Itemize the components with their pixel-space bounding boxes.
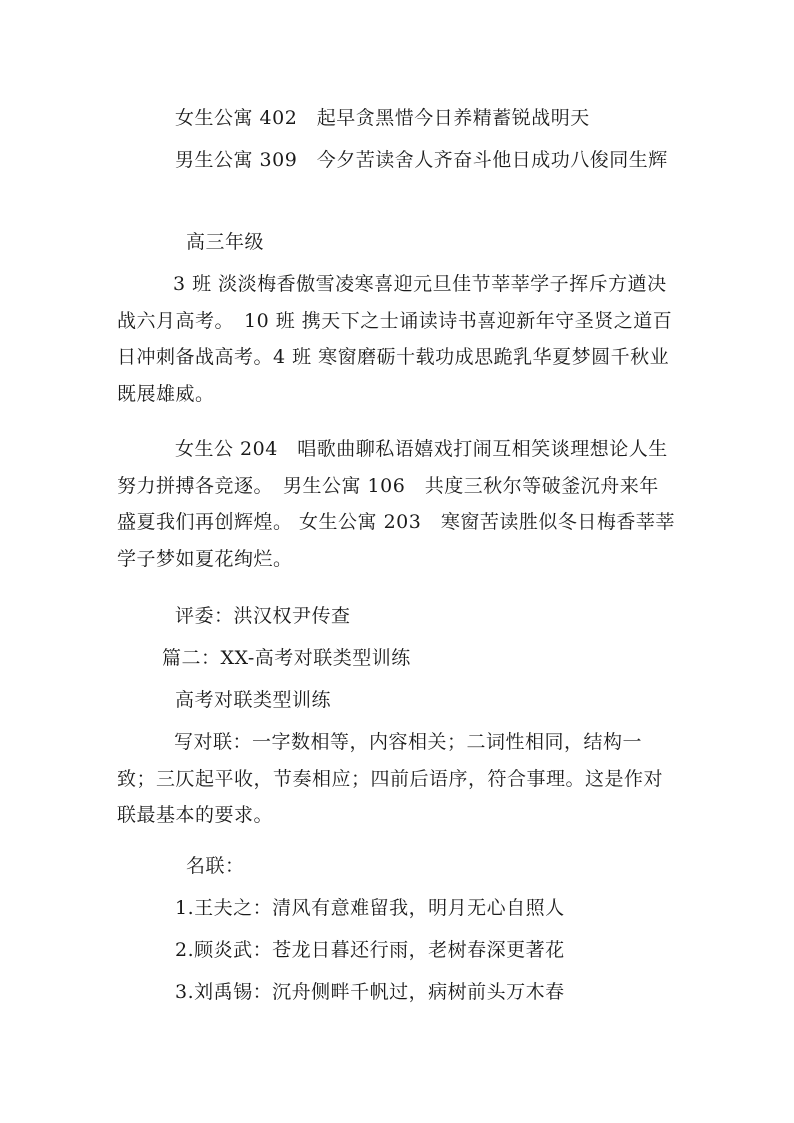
list-item: 1.王夫之：清风有意难留我，明月无心自照人 — [175, 897, 565, 919]
famous-couplets-heading: 名联： — [186, 855, 245, 877]
paragraph-dorm-402: 女生公寓 402 起早贪黑惜今日养精蓄锐战明天 — [175, 107, 590, 129]
training-title: 高考对联类型训练 — [175, 689, 332, 711]
paragraph-dorm-couplets: 女生公 204 唱歌曲聊私语嬉戏打闹互相笑谈理想论人生努力拼搏各竞逐。 男生公寓 106 共度三秋尔等破釜沉舟来年盛夏我们再创辉煌。 女生公寓 203 寒窗苦读胜似冬日梅香莘莘学子梦如夏花绚烂。 — [117, 438, 675, 570]
paragraph-couplet-rules: 写对联：一字数相等，内容相关；二词性相同，结构一致；三仄起平收，节奏相应；四前后语序，符合事理。这是作对联最基本的要求。 — [117, 731, 664, 826]
list-item: 2.顾炎武：苍龙日暮还行雨，老树春深更著花 — [175, 939, 565, 961]
judges-line: 评委：洪汉权尹传查 — [175, 605, 351, 627]
list-item: 3.刘禹锡：沉舟侧畔千帆过，病树前头万木春 — [175, 981, 565, 1003]
section-heading-grade-three: 高三年级 — [186, 231, 265, 253]
chapter-two-title: 篇二：XX-高考对联类型训练 — [162, 647, 411, 669]
paragraph-dorm-309: 男生公寓 309 今夕苦读舍人齐奋斗他日成功八俊同生辉 — [175, 149, 668, 171]
paragraph-class-couplets: 3 班 淡淡梅香傲雪凌寒喜迎元旦佳节莘莘学子挥斥方遒决战六月高考。 10 班 携天下之士诵读诗书喜迎新年守圣贤之道百日冲刺备战高考。4 班 寒窗磨砺十载功成思跪乳华夏梦圆千秋业既展雄威。 — [117, 273, 673, 405]
